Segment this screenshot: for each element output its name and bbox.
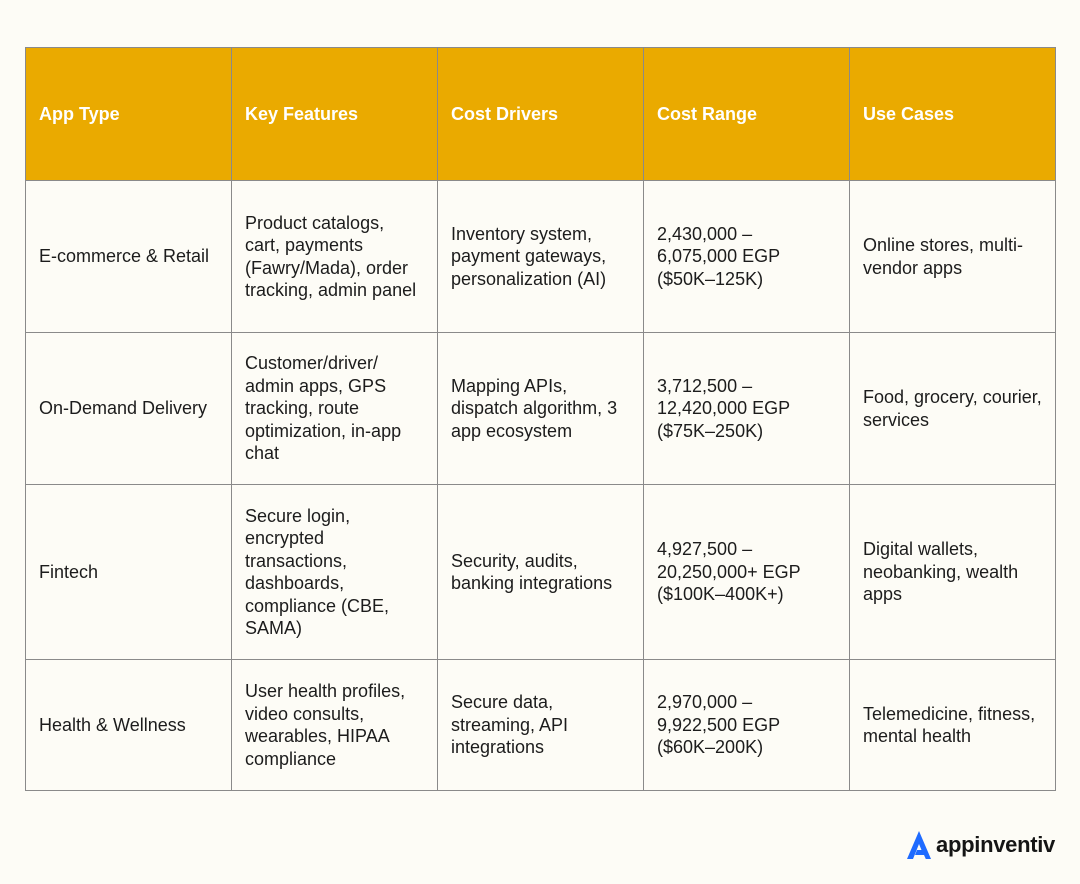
cell-cost-range: 4,927,500 – 20,250,000+ EGP ($100K–400K+) <box>644 485 850 660</box>
cell-app-type: Fintech <box>26 485 232 660</box>
table-header-row <box>26 48 1056 181</box>
header-key-features: Key Features <box>232 48 438 181</box>
header-cost-range: Cost Range <box>644 48 850 181</box>
table-row <box>26 485 1056 660</box>
app-cost-table <box>25 47 1056 791</box>
brand-name: appinventiv <box>936 832 1055 857</box>
cell-app-type: On-Demand Delivery <box>26 333 232 485</box>
cell-key-features: Secure login, encrypted transactions, dashboards, compliance (CBE, SAMA) <box>232 485 438 660</box>
cell-cost-range: 2,430,000 – 6,075,000 EGP ($50K–125K) <box>644 181 850 333</box>
cell-cost-range: 3,712,500 – 12,420,000 EGP ($75K–250K) <box>644 333 850 485</box>
cell-use-cases: Digital wallets, neobanking, wealth apps <box>850 485 1056 660</box>
cell-cost-drivers: Inventory system, payment gateways, personalization (AI) <box>438 181 644 333</box>
cell-cost-range: 2,970,000 – 9,922,500 EGP ($60K–200K) <box>644 660 850 791</box>
cell-cost-drivers: Mapping APIs, dispatch algorithm, 3 app ecosystem <box>438 333 644 485</box>
cell-app-type: E-commerce & Retail <box>26 181 232 333</box>
table-row <box>26 181 1056 333</box>
cell-cost-drivers: Security, audits, banking integrations <box>438 485 644 660</box>
cell-app-type: Health & Wellness <box>26 660 232 791</box>
cell-use-cases: Telemedicine, fitness, mental health <box>850 660 1056 791</box>
header-cost-drivers: Cost Drivers <box>438 48 644 181</box>
table-row <box>26 660 1056 791</box>
header-app-type: App Type <box>26 48 232 181</box>
table-row <box>26 333 1056 485</box>
cell-use-cases: Online stores, multi-vendor apps <box>850 181 1056 333</box>
cell-cost-drivers: Secure data, streaming, API integrations <box>438 660 644 791</box>
cell-use-cases: Food, grocery, courier, services <box>850 333 1056 485</box>
brand-logo <box>906 830 1055 860</box>
appinventiv-logo-icon <box>906 830 932 860</box>
cell-key-features: User health profiles, video consults, wearables, HIPAA compliance <box>232 660 438 791</box>
header-use-cases: Use Cases <box>850 48 1056 181</box>
cell-key-features: Customer/driver/ admin apps, GPS tracking, route optimization, in-app chat <box>232 333 438 485</box>
cell-key-features: Product catalogs, cart, payments (Fawry/Mada), order tracking, admin panel <box>232 181 438 333</box>
